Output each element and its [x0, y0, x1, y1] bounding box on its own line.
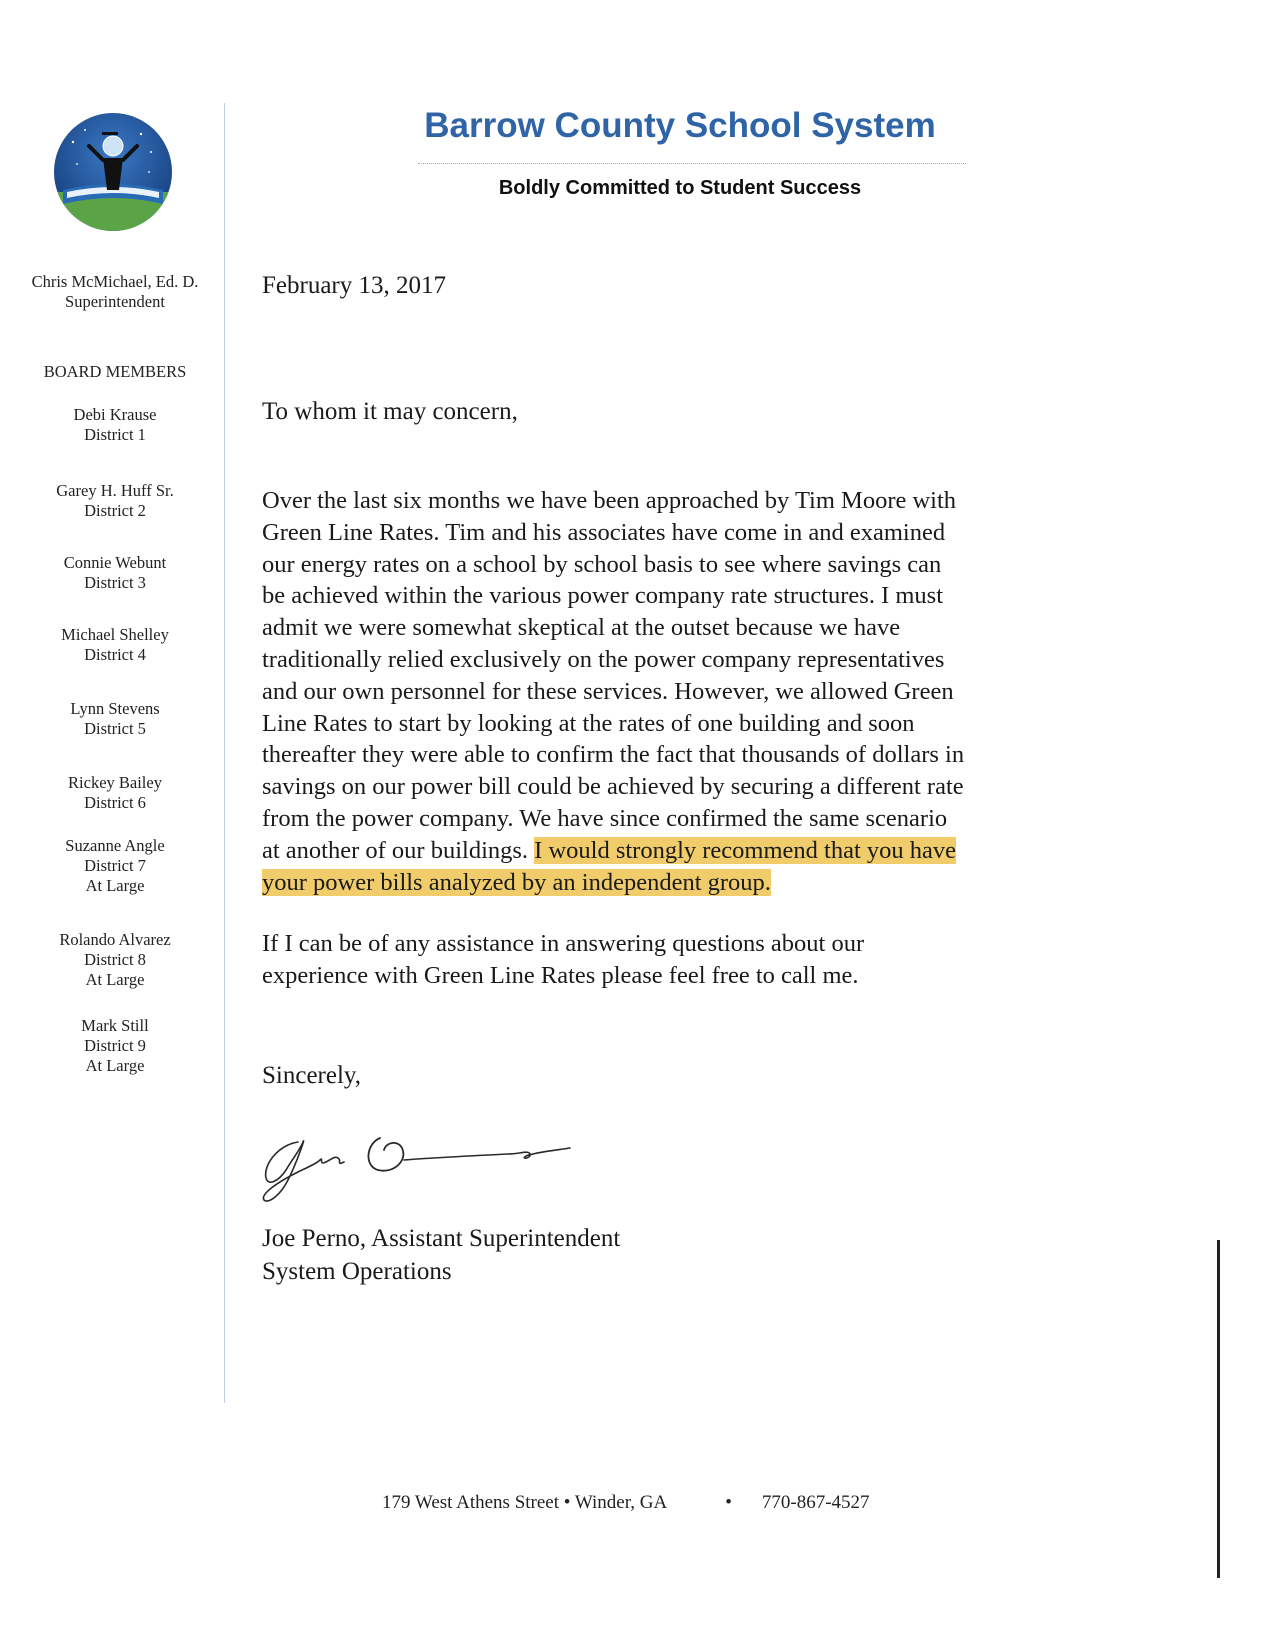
paragraph-text: at another of our buildings. [262, 836, 535, 864]
letter-paragraph [262, 485, 1062, 898]
paragraph-line: from the power company. We have since confirmed the same scenario [262, 804, 948, 832]
board-member-name: Suzanne Angle [65, 836, 165, 855]
scan-edge-line [1217, 1240, 1220, 1578]
board-member [0, 773, 230, 813]
letterhead-footer [382, 1492, 870, 1514]
board-member [0, 553, 230, 593]
paragraph-line [262, 867, 1062, 899]
letter-closing: Sincerely, [262, 1062, 362, 1089]
board-heading-label: BOARD MEMBERS [43, 362, 187, 381]
board-member [0, 836, 230, 896]
footer-phone: 770-867-4527 [761, 1492, 870, 1513]
signer-department: System Operations [262, 1258, 452, 1285]
paragraph-line: Green Line Rates. Tim and his associates have come in and examined [262, 518, 946, 546]
paragraph-line: admit we were somewhat skeptical at the outset because we have [262, 614, 901, 642]
board-member-district: District 6 [84, 793, 146, 812]
board-member [0, 625, 230, 665]
board-member-at-large: At Large [85, 1056, 145, 1075]
paragraph-line [262, 835, 1062, 867]
paragraph-line: savings on our power bill could be achieved by securing a different rate [262, 773, 964, 801]
board-member [0, 405, 230, 445]
board-member-district: District 5 [84, 719, 146, 738]
paragraph-line: our energy rates on a school by school basis to see where savings can [262, 550, 942, 578]
organization-name: Barrow County School System [424, 106, 936, 145]
signer-block [262, 1222, 620, 1288]
superintendent-name: Chris McMichael, Ed. D. [31, 272, 199, 291]
paragraph-line: and our own personnel for these services. However, we allowed Green [262, 677, 954, 705]
letter-date: February 13, 2017 [262, 272, 446, 299]
paragraph-line: Over the last six months we have been approached by Tim Moore with [262, 487, 957, 514]
organization-tagline: Boldly Committed to Student Success [498, 177, 862, 199]
footer-address: 179 West Athens Street • Winder, GA [382, 1492, 668, 1513]
board-member-name: Connie Webunt [63, 553, 167, 572]
highlighted-recommendation: your power bills analyzed by an independent group. [262, 868, 771, 896]
paragraph-line: traditionally relied exclusively on the power company representatives [262, 645, 945, 673]
board-heading [0, 362, 230, 382]
header-divider [418, 163, 966, 164]
paragraph-line: thereafter they were able to confirm the fact that thousands of dollars in [262, 741, 965, 769]
board-member-name: Mark Still [81, 1016, 149, 1035]
board-member-name: Michael Shelley [61, 625, 169, 644]
paragraph-line: Line Rates to start by looking at the rates of one building and soon [262, 709, 915, 737]
school-system-logo [53, 112, 173, 232]
letter-salutation: To whom it may concern, [262, 398, 518, 425]
highlighted-recommendation: I would strongly recommend that you have [534, 836, 957, 864]
paragraph-line: experience with Green Line Rates please feel free to call me. [262, 961, 859, 989]
board-member-district: District 2 [84, 501, 146, 520]
board-member-district: District 4 [84, 645, 146, 664]
board-member-name: Lynn Stevens [70, 699, 160, 718]
board-member-district: District 1 [84, 425, 146, 444]
board-member [0, 930, 230, 990]
paragraph-line: If I can be of any assistance in answering questions about our [262, 930, 865, 957]
board-member-name: Garey H. Huff Sr. [56, 481, 174, 500]
board-member-at-large: At Large [85, 876, 145, 895]
superintendent-title: Superintendent [65, 292, 165, 311]
signer-name: Joe Perno, Assistant Superintendent [262, 1225, 621, 1252]
board-member [0, 481, 230, 521]
superintendent-block [0, 272, 230, 312]
paragraph-line: be achieved within the various power company rate structures. I must [262, 582, 944, 610]
board-member-district: District 7 [84, 856, 146, 875]
board-member-district: District 3 [84, 573, 146, 592]
board-member [0, 1016, 230, 1076]
board-member-name: Debi Krause [73, 405, 157, 424]
footer-separator: • [725, 1492, 732, 1513]
board-member-district: District 8 [84, 950, 146, 969]
board-member-name: Rolando Alvarez [59, 930, 171, 949]
board-member-at-large: At Large [85, 970, 145, 989]
board-member [0, 699, 230, 739]
board-member-name: Rickey Bailey [68, 773, 162, 792]
handwritten-signature [258, 1120, 598, 1210]
board-member-district: District 9 [84, 1036, 146, 1055]
letter-paragraph [262, 928, 1062, 992]
